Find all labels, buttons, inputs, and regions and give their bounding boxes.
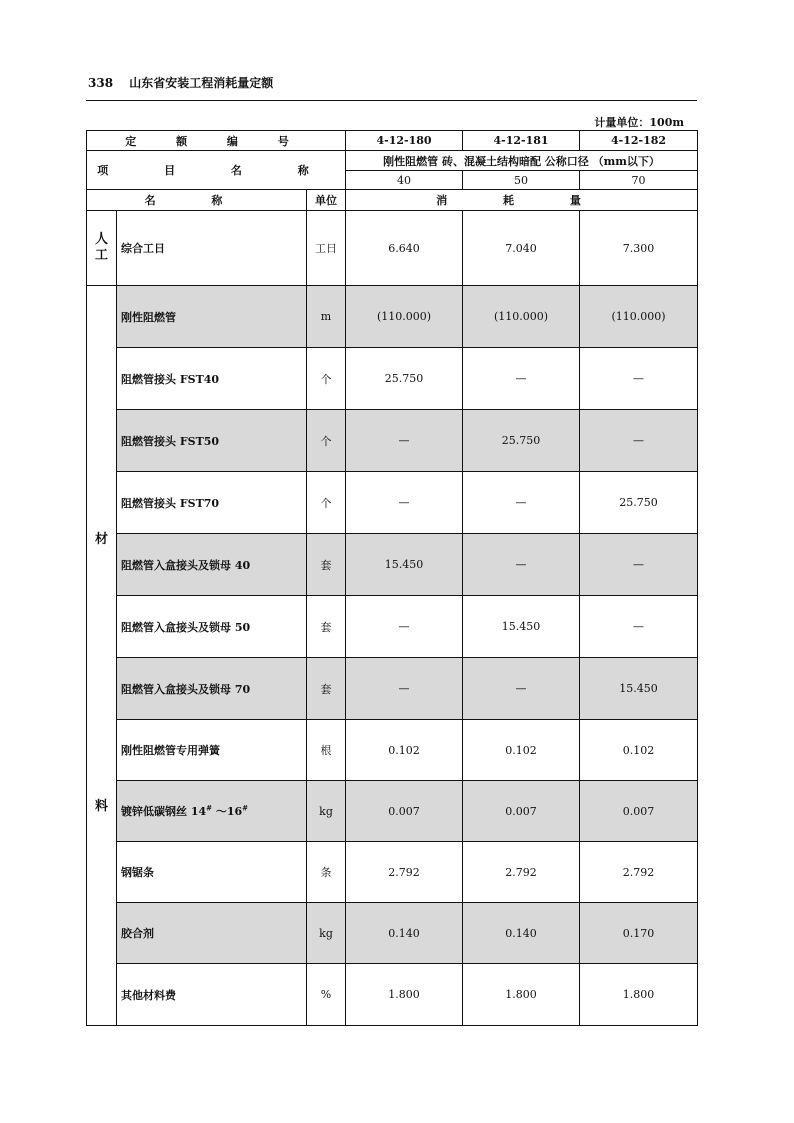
size-70: 70 <box>580 171 698 190</box>
item-label: 项 目 名 称 <box>87 151 346 190</box>
labor-name: 综合工日 <box>117 211 307 286</box>
material-value: 25.750 <box>463 410 580 472</box>
material-category-char-1: 材 <box>94 532 108 547</box>
material-name: 阻燃管接头 FST70 <box>117 472 307 534</box>
material-value: 0.007 <box>346 781 463 842</box>
material-value: 0.170 <box>580 903 698 964</box>
material-name: 刚性阻燃管专用弹簧 <box>117 720 307 781</box>
material-value: 2.792 <box>346 842 463 903</box>
material-value: (110.000) <box>463 286 580 348</box>
material-name: 阻燃管入盒接头及锁母 70 <box>117 658 307 720</box>
material-name: 阻燃管入盒接头及锁母 50 <box>117 596 307 658</box>
measurement-unit: 计量单位：100m <box>594 116 684 129</box>
material-value: 2.792 <box>580 842 698 903</box>
material-unit: 套 <box>307 534 346 596</box>
material-value: — <box>580 596 698 658</box>
material-value: 0.140 <box>463 903 580 964</box>
book-title: 山东省安装工程消耗量定额 <box>129 76 274 90</box>
material-value: 1.800 <box>463 964 580 1026</box>
material-unit: 个 <box>307 410 346 472</box>
material-unit: 套 <box>307 596 346 658</box>
page-number: 338 <box>88 76 114 90</box>
header-rule <box>86 100 697 101</box>
material-value: 25.750 <box>346 348 463 410</box>
material-value: 0.007 <box>580 781 698 842</box>
code-180: 4-12-180 <box>346 131 463 151</box>
material-unit: m <box>307 286 346 348</box>
material-category <box>87 286 117 1026</box>
material-value: 1.800 <box>580 964 698 1026</box>
page-header <box>88 74 273 91</box>
material-name: 其他材料费 <box>117 964 307 1026</box>
material-value: — <box>463 472 580 534</box>
material-unit: 条 <box>307 842 346 903</box>
material-name: 阻燃管接头 FST50 <box>117 410 307 472</box>
material-unit: 个 <box>307 348 346 410</box>
material-unit: 根 <box>307 720 346 781</box>
material-value: — <box>463 658 580 720</box>
material-value: — <box>346 596 463 658</box>
code-182: 4-12-182 <box>580 131 698 151</box>
material-unit: kg <box>307 781 346 842</box>
quota-table <box>86 130 698 1026</box>
material-category-char-2: 料 <box>94 799 108 814</box>
material-value: — <box>463 348 580 410</box>
material-value: 15.450 <box>580 658 698 720</box>
size-40: 40 <box>346 171 463 190</box>
material-value: — <box>580 348 698 410</box>
material-value: 2.792 <box>463 842 580 903</box>
material-value: 1.800 <box>346 964 463 1026</box>
material-value: 0.007 <box>463 781 580 842</box>
labor-unit: 工日 <box>307 211 346 286</box>
material-unit: 套 <box>307 658 346 720</box>
material-value: — <box>346 658 463 720</box>
material-unit: % <box>307 964 346 1026</box>
labor-value-50: 7.040 <box>463 211 580 286</box>
material-value: 25.750 <box>580 472 698 534</box>
material-value: (110.000) <box>346 286 463 348</box>
material-name: 阻燃管入盒接头及锁母 40 <box>117 534 307 596</box>
material-value: — <box>346 410 463 472</box>
material-name: 胶合剂 <box>117 903 307 964</box>
col-consumption-header: 消 耗 量 <box>346 190 698 211</box>
material-value: 15.450 <box>346 534 463 596</box>
labor-value-40: 6.640 <box>346 211 463 286</box>
material-value: 15.450 <box>463 596 580 658</box>
material-name: 镀锌低碳钢丝 14# ～16# <box>117 781 307 842</box>
labor-category: 人工 <box>87 211 117 286</box>
material-value: — <box>463 534 580 596</box>
material-value: 0.102 <box>346 720 463 781</box>
col-name-header: 名 称 <box>87 190 307 211</box>
code-181: 4-12-181 <box>463 131 580 151</box>
material-unit: kg <box>307 903 346 964</box>
labor-value-70: 7.300 <box>580 211 698 286</box>
material-value: 0.102 <box>463 720 580 781</box>
code-label: 定 额 编 号 <box>87 131 346 151</box>
size-50: 50 <box>463 171 580 190</box>
material-name: 阻燃管接头 FST40 <box>117 348 307 410</box>
material-unit: 个 <box>307 472 346 534</box>
material-value: (110.000) <box>580 286 698 348</box>
item-description: 刚性阻燃管 砖、混凝土结构暗配 公称口径 （mm以下） <box>346 151 698 171</box>
material-value: — <box>346 472 463 534</box>
material-value: — <box>580 534 698 596</box>
material-value: — <box>580 410 698 472</box>
material-name: 钢锯条 <box>117 842 307 903</box>
material-value: 0.102 <box>580 720 698 781</box>
material-name: 刚性阻燃管 <box>117 286 307 348</box>
col-unit-header: 单位 <box>307 190 346 211</box>
material-value: 0.140 <box>346 903 463 964</box>
